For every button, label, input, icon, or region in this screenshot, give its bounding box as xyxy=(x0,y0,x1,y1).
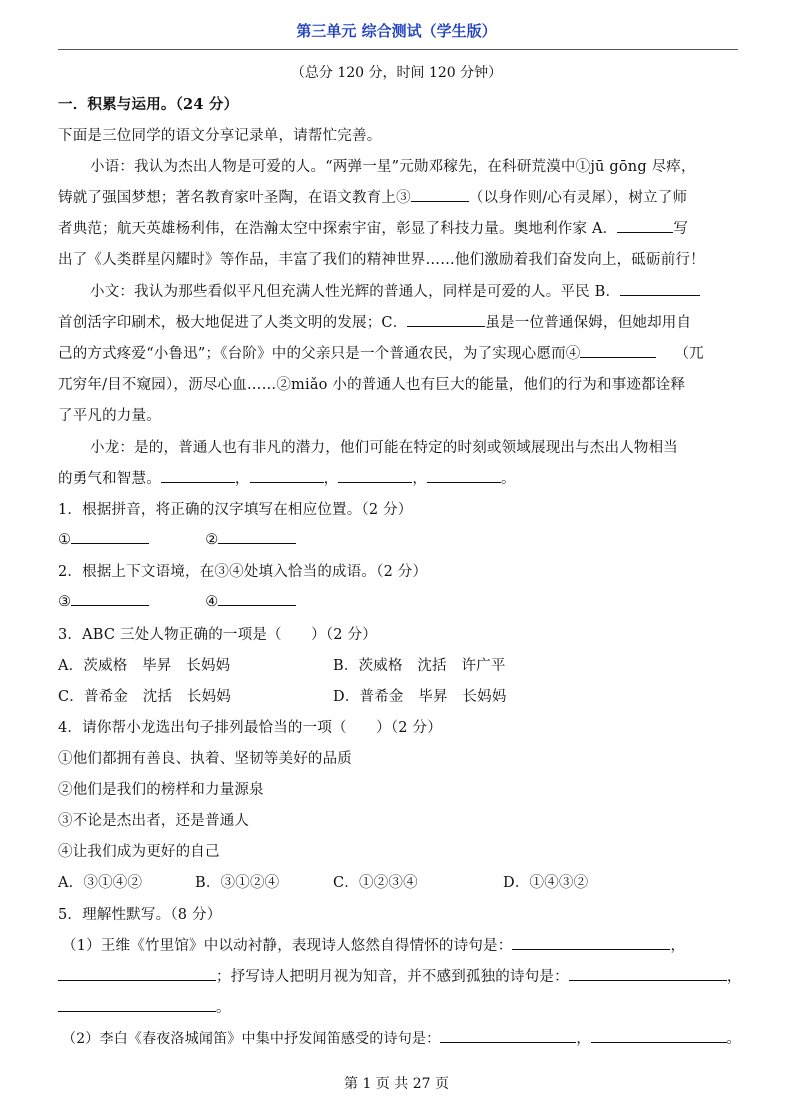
question-1: 1．根据拼音，将正确的汉字填写在相应位置。（2 分） xyxy=(58,502,413,518)
dictation-prompt: （2）李白《春夜洛城闻笛》中集中抒发闻笛感受的诗句是： xyxy=(62,1031,441,1047)
question-4: 4．请你帮小龙选出句子排列最恰当的一项（ ）（2 分） xyxy=(58,720,442,736)
passage-text: 虽是一位普通保姆，但她却用自 xyxy=(485,315,692,331)
sentence-item: ③不论是杰出者，还是普通人 xyxy=(58,813,250,829)
passage-text: 写 xyxy=(673,221,689,237)
dictation-line xyxy=(62,1028,741,1048)
dictation-prompt: （1）王维《竹里馆》中以动衬静，表现诗人悠然自得情怀的诗句是： xyxy=(62,938,513,954)
blank-c[interactable] xyxy=(407,312,485,327)
option-d[interactable]: D．普希金 毕昇 长妈妈 xyxy=(333,689,507,705)
blank-sentence-3[interactable] xyxy=(338,468,412,483)
passage-line: 了平凡的力量。 xyxy=(58,408,161,424)
blank-sentence-4[interactable] xyxy=(427,468,501,483)
blank-4[interactable] xyxy=(580,343,656,358)
option-b[interactable]: B．③①②④ xyxy=(195,875,280,891)
passage-line xyxy=(90,280,700,301)
passage-line xyxy=(58,217,688,238)
dictation-blank-3[interactable] xyxy=(569,966,727,981)
sentence-item: ②他们是我们的榜样和力量源泉 xyxy=(58,782,264,798)
punct: ， xyxy=(670,938,686,954)
option-d[interactable]: D．①④③② xyxy=(503,875,589,891)
blank-b[interactable] xyxy=(620,281,700,296)
punct: ， xyxy=(234,471,250,487)
passage-text: （以身作则/心有灵犀），树立了师 xyxy=(468,190,688,206)
dictation-blank-4[interactable] xyxy=(58,997,216,1012)
dictation-line xyxy=(58,965,742,986)
option-a[interactable]: A．③①④② xyxy=(58,875,143,891)
passage-line: 小龙：是的，普通人也有非凡的潜力，他们可能在特定的时刻或领域展现出与杰出人物相当 xyxy=(90,440,678,456)
passage-line xyxy=(58,342,704,363)
dictation-line xyxy=(62,934,685,955)
option-b[interactable]: B．茨威格 沈括 许广平 xyxy=(333,658,506,674)
passage-text: 者典范；航天英雄杨利伟，在浩瀚太空中探索宇宙，彰显了科技力量。奥地利作家 A． xyxy=(58,221,618,237)
passage-text: 首创活字印刷术，极大地促进了人类文明的发展；C． xyxy=(58,315,408,331)
passage-line xyxy=(58,467,516,488)
option-c[interactable]: C．普希金 沈括 长妈妈 xyxy=(58,689,231,705)
question-5: 5．理解性默写。（8 分） xyxy=(58,907,222,923)
passage-line xyxy=(58,311,691,332)
punct: 。 xyxy=(216,1000,231,1016)
blank-a[interactable] xyxy=(617,218,673,233)
passage-line xyxy=(58,186,687,207)
answer-blank-2[interactable] xyxy=(218,529,296,544)
dictation-blank-5[interactable] xyxy=(440,1028,576,1043)
sentence-item: ④让我们成为更好的自己 xyxy=(58,844,220,860)
passage-line: 兀穷年/目不窥园），沥尽心血……②miǎo 小的普通人也有巨大的能量，他们的行为和事迹都诠释 xyxy=(58,377,686,393)
header-divider xyxy=(58,49,738,50)
punct: 。 xyxy=(501,471,516,487)
punct: ， xyxy=(726,969,742,985)
section-heading: 一．积累与运用。（24 分） xyxy=(58,96,239,113)
answer-label: ③ xyxy=(58,594,72,610)
punct: ， xyxy=(323,471,339,487)
option-a[interactable]: A．茨威格 毕昇 长妈妈 xyxy=(58,658,231,674)
answer-blank-3[interactable] xyxy=(71,591,149,606)
passage-text: 小文：我认为那些看似平凡但充满人性光辉的普通人，同样是可爱的人。平民 B． xyxy=(90,284,621,300)
passage-text: 的勇气和智慧。 xyxy=(58,471,161,487)
answer-line xyxy=(58,529,296,548)
section-intro: 下面是三位同学的语文分享记录单，请帮忙完善。 xyxy=(58,128,382,144)
passage-text: 铸就了强国梦想；著名教育家叶圣陶，在语文教育上③ xyxy=(58,190,411,206)
dictation-blank-2[interactable] xyxy=(58,966,216,981)
answer-line xyxy=(58,591,296,610)
page-title: 第三单元 综合测试（学生版） xyxy=(296,22,497,40)
answer-label: ① xyxy=(58,532,72,548)
answer-blank-1[interactable] xyxy=(71,529,149,544)
answer-blank-4[interactable] xyxy=(218,591,296,606)
passage-text: （兀 xyxy=(674,346,704,362)
passage-line: 出了《人类群星闪耀时》等作品，丰富了我们的精神世界……他们激励着我们奋发向上，砥砺前行！ xyxy=(58,252,705,268)
page-subtitle: （总分 120 分，时间 120 分钟） xyxy=(290,65,503,81)
punct: ， xyxy=(576,1031,591,1047)
question-2: 2．根据上下文语境，在③④处填入恰当的成语。（2 分） xyxy=(58,564,428,580)
punct: ， xyxy=(412,471,428,487)
answer-label: ② xyxy=(205,532,219,548)
dictation-line xyxy=(58,996,231,1017)
blank-3[interactable] xyxy=(411,187,469,202)
page-footer: 第 1 页 共 27 页 xyxy=(344,1076,449,1092)
blank-sentence-1[interactable] xyxy=(161,468,235,483)
punct: 。 xyxy=(726,1031,741,1047)
passage-line: 小语：我认为杰出人物是可爱的人。“两弹一星”元勋邓稼先，在科研荒漠中①jū gōng 尽瘁， xyxy=(90,159,696,175)
passage-text: 己的方式疼爱“小鲁迅”；《台阶》中的父亲只是一个普通农民，为了实现心愿而④ xyxy=(58,346,581,362)
option-c[interactable]: C．①②③④ xyxy=(333,875,418,891)
dictation-prompt: ；抒写诗人把明月视为知音，并不感到孤独的诗句是： xyxy=(216,969,569,985)
dictation-blank-1[interactable] xyxy=(512,935,670,950)
answer-label: ④ xyxy=(205,594,219,610)
dictation-blank-6[interactable] xyxy=(591,1028,727,1043)
blank-sentence-2[interactable] xyxy=(250,468,324,483)
sentence-item: ①他们都拥有善良、执着、坚韧等美好的品质 xyxy=(58,751,352,767)
question-3: 3．ABC 三处人物正确的一项是（ ）（2 分） xyxy=(58,627,377,643)
